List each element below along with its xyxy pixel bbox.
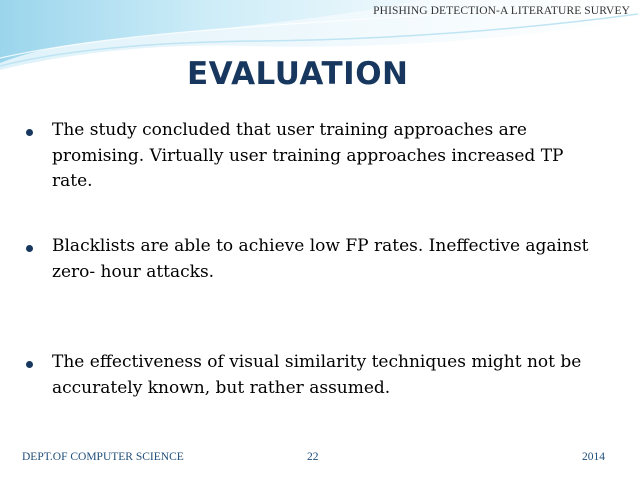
bullet-dot-icon xyxy=(26,129,33,136)
slide-title: EVALUATION xyxy=(187,56,409,92)
bullet-dot-icon xyxy=(26,245,33,252)
bullet-text: The effectiveness of visual similarity techniques might not be accurately known, but rather assumed. xyxy=(52,352,582,398)
footer-page-number: 22 xyxy=(307,451,319,463)
bullet-text: The study concluded that user training approaches are promising. Virtually user training approaches increased TP rate. xyxy=(52,120,564,191)
bullet-item xyxy=(26,234,606,285)
footer-year: 2014 xyxy=(582,451,605,463)
bullet-item xyxy=(26,118,606,195)
footer-department: DEPT.OF COMPUTER SCIENCE xyxy=(22,451,184,463)
bullet-dot-icon xyxy=(26,361,33,368)
bullet-text: Blacklists are able to achieve low FP rates. Ineffective against zero- hour attacks. xyxy=(52,236,589,282)
bullet-item xyxy=(26,350,606,401)
header-title: PHISHING DETECTION-A LITERATURE SURVEY xyxy=(373,5,630,17)
